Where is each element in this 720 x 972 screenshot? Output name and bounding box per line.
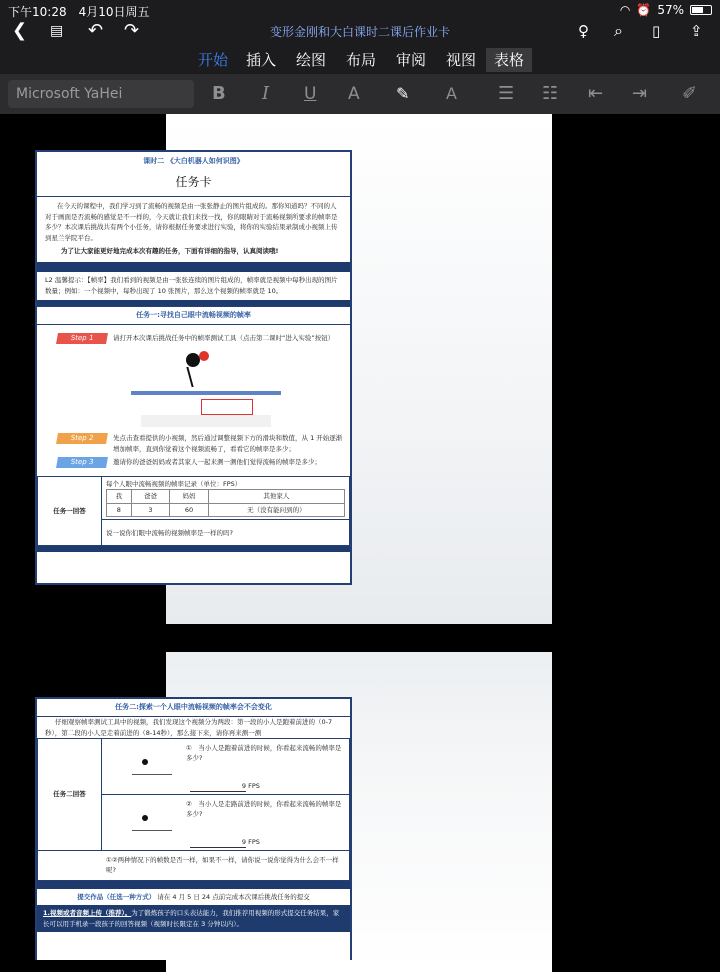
step-1: [37, 333, 350, 344]
frame-rate-tool-screenshot: [131, 347, 281, 427]
tip-text: L2 温馨提示：【帧率】我们看到的视频是由一张张连续的图片组成的，帧率就是视频中每秒出现的图片数量；例如：一个视频中，每秒出现了 10 张图片，那么这个视频的帧率就是 10。: [45, 276, 338, 295]
phone-view-icon[interactable]: ▯: [652, 22, 661, 40]
submit-title: 提交作品（任选一种方式）: [77, 892, 156, 901]
step-badge: Step 2: [56, 433, 108, 444]
step-3: [37, 457, 350, 468]
intro-text: 在今天的课程中，我们学习到了流畅的视频是由一张张静止的图片组成的。那你知道吗？不同的人对于画面是否流畅的感觉是不一样的，今天就让我们来找一找，你的眼睛对于流畅视频所要求的帧率是多少？本次课后挑战共有两个小任务，请你根据任务要求进行实验，将你的实验结果录制成小视频上传到星兰学院平台。: [45, 202, 338, 242]
title-bar: [0, 20, 720, 44]
highlight-icon[interactable]: ✎: [396, 84, 410, 103]
increase-indent-icon[interactable]: ⇥: [632, 83, 648, 104]
tab-home[interactable]: 开始: [198, 51, 229, 69]
question-text[interactable]: 说一说你们眼中流畅的视频帧率是一样的吗?: [102, 520, 350, 546]
step-text: 邀请你的爸爸妈妈或者其家人一起来测一测他们觉得流畅的帧率是多少；: [113, 458, 321, 467]
fps-answer[interactable]: [190, 837, 260, 848]
fps-answer[interactable]: [190, 781, 260, 792]
fps-unit: FPS: [248, 837, 260, 846]
bold-button[interactable]: B: [212, 83, 226, 104]
task1-answer-table: [37, 476, 350, 546]
tab-insert[interactable]: 插入: [246, 51, 277, 69]
fps-value[interactable]: 9: [190, 781, 246, 792]
fps-unit: FPS: [248, 781, 260, 790]
submit-heading: [37, 889, 350, 905]
document-canvas[interactable]: [0, 114, 720, 960]
highlight-box: [201, 399, 253, 415]
formatting-toolbar: [0, 74, 720, 114]
q1-cell: [102, 738, 350, 794]
tab-review[interactable]: 审阅: [396, 51, 427, 69]
back-icon[interactable]: ❮: [12, 20, 28, 41]
tool-caption: [141, 415, 271, 427]
numbered-list-icon[interactable]: ☷: [542, 83, 559, 104]
table-cell[interactable]: 60: [170, 503, 209, 516]
lesson-title: 课时二 《大白机器人如何识图》: [143, 157, 244, 165]
column-header: 我: [107, 490, 132, 503]
underline-button[interactable]: U: [304, 84, 317, 104]
search-icon[interactable]: ⌕: [614, 21, 623, 40]
step-2: [37, 433, 350, 454]
task-card-2: [35, 697, 352, 960]
table-cell[interactable]: 无（没有能问到的）: [208, 503, 344, 516]
font-name-field[interactable]: Microsoft YaHei: [8, 80, 194, 108]
table-cell[interactable]: 3: [131, 503, 170, 516]
stick-figure-body: [186, 367, 201, 387]
redo-icon[interactable]: ↷: [124, 20, 140, 41]
running-figure: [132, 759, 172, 775]
q2-cell: [102, 794, 350, 850]
divider: [37, 196, 350, 197]
blue-band: [37, 262, 350, 272]
wifi-icon: ◠: [619, 3, 631, 17]
frame-slider: [131, 391, 281, 395]
submit-description: 为了锻炼孩子的口头表达能力，我们推荐用视频的形式提交任务结果，家长可以用手机录一段孩子的回答视频（视频时长限定在 3 分钟以内）。: [43, 909, 340, 928]
emphasis-text: 为了让大家能更好地完成本次有趣的任务，下面有详细的指导，认真阅读哦!: [61, 246, 279, 255]
step-text: 请打开本次课后挑战任务中的帧率测试工具（点击第二课时“进入实验”按钮）: [113, 334, 335, 343]
decrease-indent-icon[interactable]: ⇤: [588, 83, 604, 104]
fps-record-table: [106, 489, 345, 517]
walking-figure: [132, 815, 172, 831]
answer-label: 任务一回答: [38, 477, 102, 546]
lightbulb-icon[interactable]: ♀: [578, 22, 589, 40]
battery-icon: [690, 5, 712, 15]
font-color-icon[interactable]: A: [446, 84, 457, 103]
status-right: [620, 3, 712, 17]
step-badge: Step 3: [56, 457, 108, 468]
tab-view[interactable]: 视图: [446, 51, 477, 69]
record-caption: 每个人眼中流畅视频的帧率记录（单位：FPS）: [106, 480, 242, 489]
fps-value[interactable]: 9: [190, 837, 246, 848]
document-title: 变形金刚和大白课时二课后作业卡: [269, 25, 450, 39]
stick-figure-head: [186, 353, 200, 367]
tab-table[interactable]: 表格: [486, 48, 532, 72]
table-cell[interactable]: 8: [107, 503, 132, 516]
column-header: 爸爸: [131, 490, 170, 503]
italic-button[interactable]: I: [262, 83, 270, 104]
tab-draw[interactable]: 绘图: [296, 51, 327, 69]
answer-label: 任务二回答: [38, 738, 102, 850]
font-size-button[interactable]: A: [348, 84, 360, 104]
alarm-icon: ⏰: [636, 3, 652, 17]
task2-intro: 仔细观察帧率测试工具中的视频，我们发现这个视频分为两段：第一段的小人是跑着前进的（0-7秒），第二段的小人是走着前进的（8-14秒），那么接下来，请你再来测一测: [45, 718, 333, 737]
task2-answer-table: [37, 738, 350, 881]
step-text: 先点击查看提供的小视频，然后通过调整视频下方的滑块和数值，从 1 开始逐渐增加帧率，直到你觉着这个视频流畅了，看看它的帧率是多少；: [113, 434, 343, 453]
share-icon[interactable]: ⇪: [690, 22, 703, 40]
step-badge: Step 1: [56, 333, 108, 344]
question-text: ① 当小人是跑着前进的时候，你看起来流畅的帧率是多少?: [186, 743, 342, 763]
blue-band: [37, 546, 350, 552]
undo-icon[interactable]: ↶: [88, 20, 104, 41]
format-painter-icon[interactable]: ✐: [682, 83, 698, 104]
task2-title: 任务二:探索一个人眼中流畅视频的帧率会不会变化: [37, 699, 350, 717]
column-header: 妈妈: [170, 490, 209, 503]
file-icon[interactable]: ▤: [50, 23, 64, 39]
submit-note: 请在 4 月 5 日 24 点前完成本次课后挑战任务的提交: [157, 892, 310, 901]
record-cell: [102, 477, 350, 520]
bullet-list-icon[interactable]: ☰: [498, 83, 515, 104]
tab-layout[interactable]: 布局: [346, 51, 377, 69]
question-text: ② 当小人是走路前进的时候，你看起来流畅的帧率是多少?: [186, 799, 342, 819]
ribbon-tabs: [0, 44, 720, 74]
task-card-1: [35, 150, 352, 585]
column-header: 其他家人: [208, 490, 344, 503]
submit-option: 1.视频或者音频上传（推荐）。: [43, 909, 132, 918]
status-bar: [0, 0, 720, 20]
blue-band: [37, 881, 350, 889]
submit-instructions: [37, 905, 350, 932]
task1-title: 任务一:寻找自己眼中流畅视频的帧率: [37, 306, 350, 325]
battery-percent: 57%: [657, 3, 684, 17]
card-heading: 任务卡: [175, 175, 212, 190]
status-time: 下午10:28 4月10日周五: [8, 5, 150, 19]
play-icon: [199, 351, 209, 361]
comparison-question[interactable]: ①②两种情况下的帧数是否一样，如果不一样，请你说一说你觉得为什么会不一样呢?: [38, 850, 350, 880]
